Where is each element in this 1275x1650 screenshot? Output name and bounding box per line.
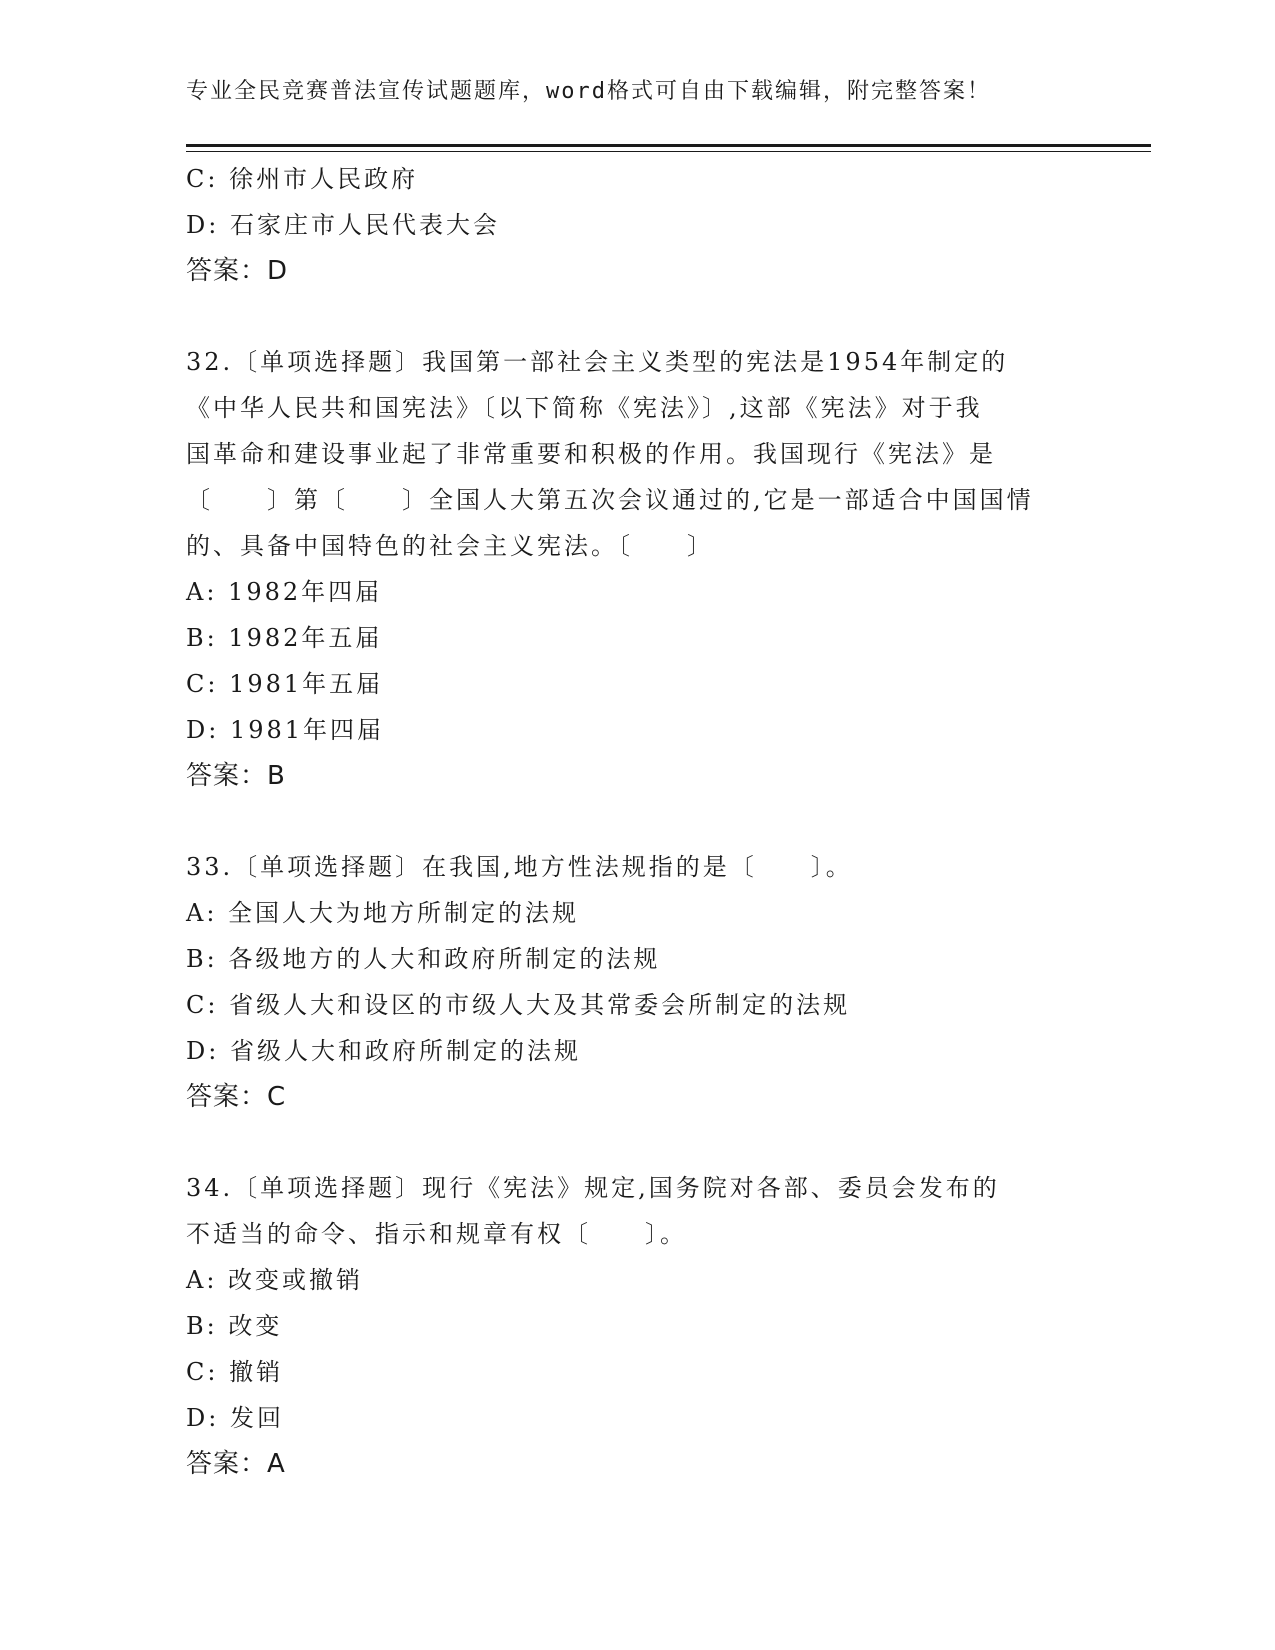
option-b: B: 改变 bbox=[186, 1312, 283, 1340]
answer: 答案：C bbox=[186, 1082, 287, 1112]
question-32 bbox=[186, 339, 1086, 799]
option-c: C: 1981年五届 bbox=[186, 670, 384, 698]
option-d: D: 石家庄市人民代表大会 bbox=[186, 211, 500, 239]
header-rule-thick bbox=[186, 144, 1151, 147]
option-d: D: 省级人大和政府所制定的法规 bbox=[186, 1037, 581, 1065]
question-33 bbox=[186, 844, 1086, 1120]
answer: 答案：D bbox=[186, 256, 289, 286]
option-b: B: 1982年五届 bbox=[186, 624, 383, 652]
answer: 答案：A bbox=[186, 1449, 286, 1479]
question-text-line: 的、具备中国特色的社会主义宪法。〔 〕 bbox=[186, 532, 714, 560]
continued-question bbox=[186, 156, 1086, 294]
question-34 bbox=[186, 1165, 1086, 1487]
header-rule-thin bbox=[186, 151, 1151, 152]
option-b: B: 各级地方的人大和政府所制定的法规 bbox=[186, 945, 661, 973]
page-header: 专业全民竞赛普法宣传试题题库，word格式可自由下载编辑，附完整答案！ bbox=[186, 79, 991, 104]
option-c: C: 省级人大和设区的市级人大及其常委会所制定的法规 bbox=[186, 991, 851, 1019]
question-text-line: 33.〔单项选择题〕在我国,地方性法规指的是〔 〕。 bbox=[186, 853, 853, 881]
question-text-line: 国革命和建设事业起了非常重要和积极的作用。我国现行《宪法》是 bbox=[186, 440, 996, 468]
question-text-line: 不适当的命令、指示和规章有权〔 〕。 bbox=[186, 1220, 687, 1248]
question-text-line: 34.〔单项选择题〕现行《宪法》规定,国务院对各部、委员会发布的 bbox=[186, 1174, 1000, 1202]
document-body bbox=[186, 156, 1086, 1487]
option-a: A: 1982年四届 bbox=[186, 578, 383, 606]
answer: 答案：B bbox=[186, 761, 286, 791]
option-c: C: 徐州市人民政府 bbox=[186, 165, 419, 193]
option-c: C: 撤销 bbox=[186, 1358, 284, 1386]
question-text-line: 《中华人民共和国宪法》〔以下简称《宪法》〕,这部《宪法》对于我 bbox=[186, 394, 983, 422]
option-a: A: 改变或撤销 bbox=[186, 1266, 364, 1294]
question-text-line: 〔 〕第〔 〕全国人大第五次会议通过的,它是一部适合中国国情 bbox=[186, 486, 1034, 514]
option-a: A: 全国人大为地方所制定的法规 bbox=[186, 899, 580, 927]
question-text-line: 32.〔单项选择题〕我国第一部社会主义类型的宪法是1954年制定的 bbox=[186, 348, 1009, 376]
option-d: D: 发回 bbox=[186, 1404, 284, 1432]
option-d: D: 1981年四届 bbox=[186, 716, 385, 744]
